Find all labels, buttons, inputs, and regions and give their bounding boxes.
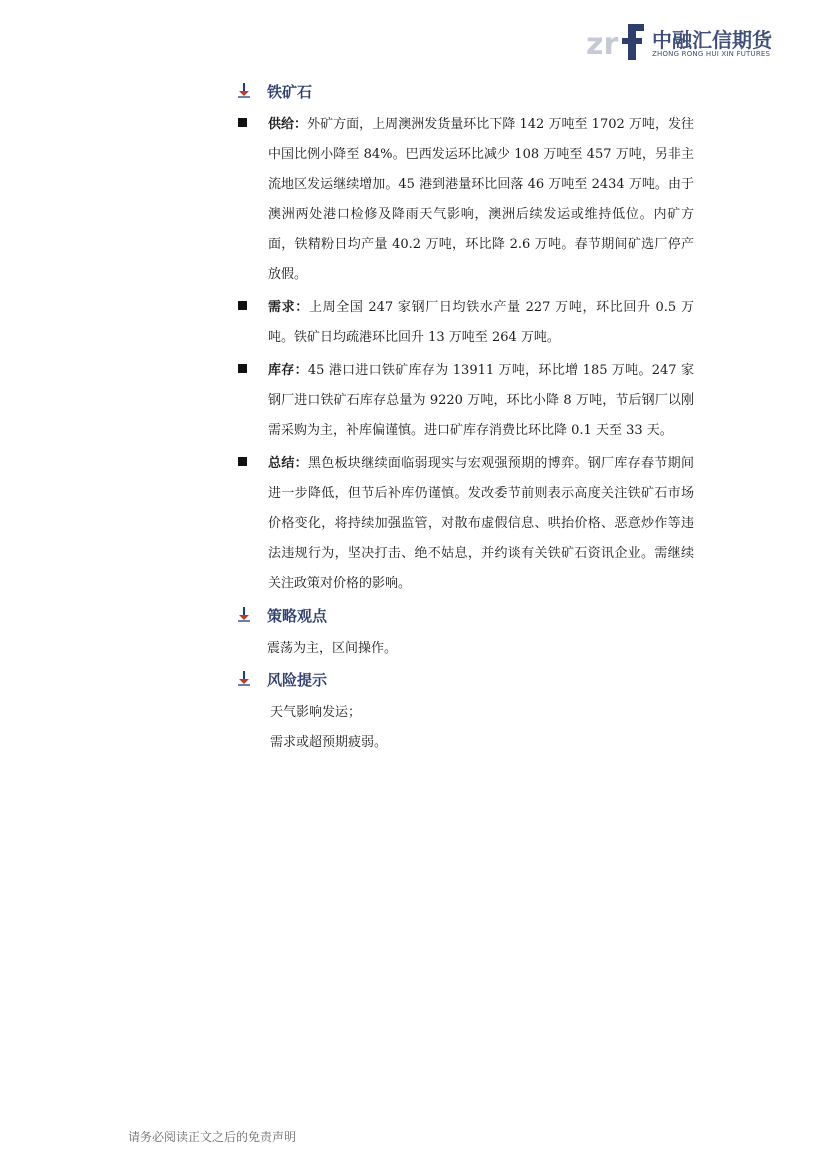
section-risk-heading	[236, 666, 694, 692]
section-title: 风险提示	[267, 670, 328, 689]
risk-item: 需求或超预期疲弱。	[270, 735, 388, 750]
bullet-text: 黑色板块继续面临弱现实与宏观强预期的博弈。钢厂库存春节期间进一步降低，但节后补库仍谨慎。发改委节前则表示高度关注铁矿石市场价格变化，将持续加强监管，对散布虚假信息、哄抬价格、恶意炒作等违法违规行为，坚决打击、绝不姑息，并约谈有关铁矿石资讯企业。需继续关注政策对价格的影响。	[268, 456, 694, 591]
section-title: 策略观点	[267, 606, 328, 625]
section-title: 铁矿石	[267, 82, 313, 101]
report-body	[236, 78, 694, 758]
bullet-item-inventory	[236, 356, 694, 446]
strategy-text: 震荡为主，区间操作。	[267, 641, 398, 656]
square-bullet-icon	[238, 457, 247, 466]
section-strategy-heading	[236, 602, 694, 628]
bullet-item-demand	[236, 293, 694, 353]
square-bullet-icon	[238, 364, 247, 373]
bullet-label: 需求：	[268, 300, 309, 315]
brand-name-en: ZHONG RONG HUI XIN FUTURES	[652, 50, 771, 58]
arrow-down-bullet-icon	[237, 83, 251, 99]
bullet-item-summary	[236, 449, 694, 599]
square-bullet-icon	[238, 118, 247, 127]
arrow-down-bullet-icon	[237, 607, 251, 623]
section-iron-ore-heading	[236, 78, 694, 104]
bullet-label: 供给：	[268, 117, 308, 132]
bullet-item-supply	[236, 110, 694, 290]
risk-item: 天气影响发运；	[270, 705, 362, 720]
arrow-down-bullet-icon	[237, 671, 251, 687]
bullet-text: 上周全国 247 家钢厂日均铁水产量 227 万吨，环比回升 0.5 万吨。铁矿日均疏港环比回升 13 万吨至 264 万吨。	[268, 300, 694, 345]
bullet-label: 总结：	[268, 456, 308, 471]
zrf-logo-icon	[586, 20, 648, 64]
bullet-label: 库存：	[268, 363, 308, 378]
brand-name-cn: 中融汇信期货	[652, 28, 772, 52]
disclaimer-footer: 请务必阅读正文之后的免责声明	[128, 1130, 297, 1144]
company-logo	[586, 20, 786, 64]
bullet-text: 外矿方面，上周澳洲发货量环比下降 142 万吨至 1702 万吨，发往中国比例小降至 84%。巴西发运环比减少 108 万吨至 457 万吨，另非主流地区发运继续增加。45 港到港量环比回落 46 万吨至 2434 万吨。由于澳洲两处港口检修及降雨天气影响，澳洲后续发运或维持低位。内矿方面，铁精粉日均产量 40.2 万吨，环比降 2.6 万吨。春节期间矿选厂停产放假。	[268, 117, 694, 282]
bullet-text: 45 港口进口铁矿库存为 13911 万吨，环比增 185 万吨。247 家钢厂进口铁矿石库存总量为 9220 万吨，环比小降 8 万吨，节后钢厂以刚需采购为主，补库偏谨慎。进口矿库存消费比环比降 0.1 天至 33 天。	[268, 363, 694, 438]
svg-text:zr: zr	[586, 27, 619, 62]
square-bullet-icon	[238, 301, 247, 310]
